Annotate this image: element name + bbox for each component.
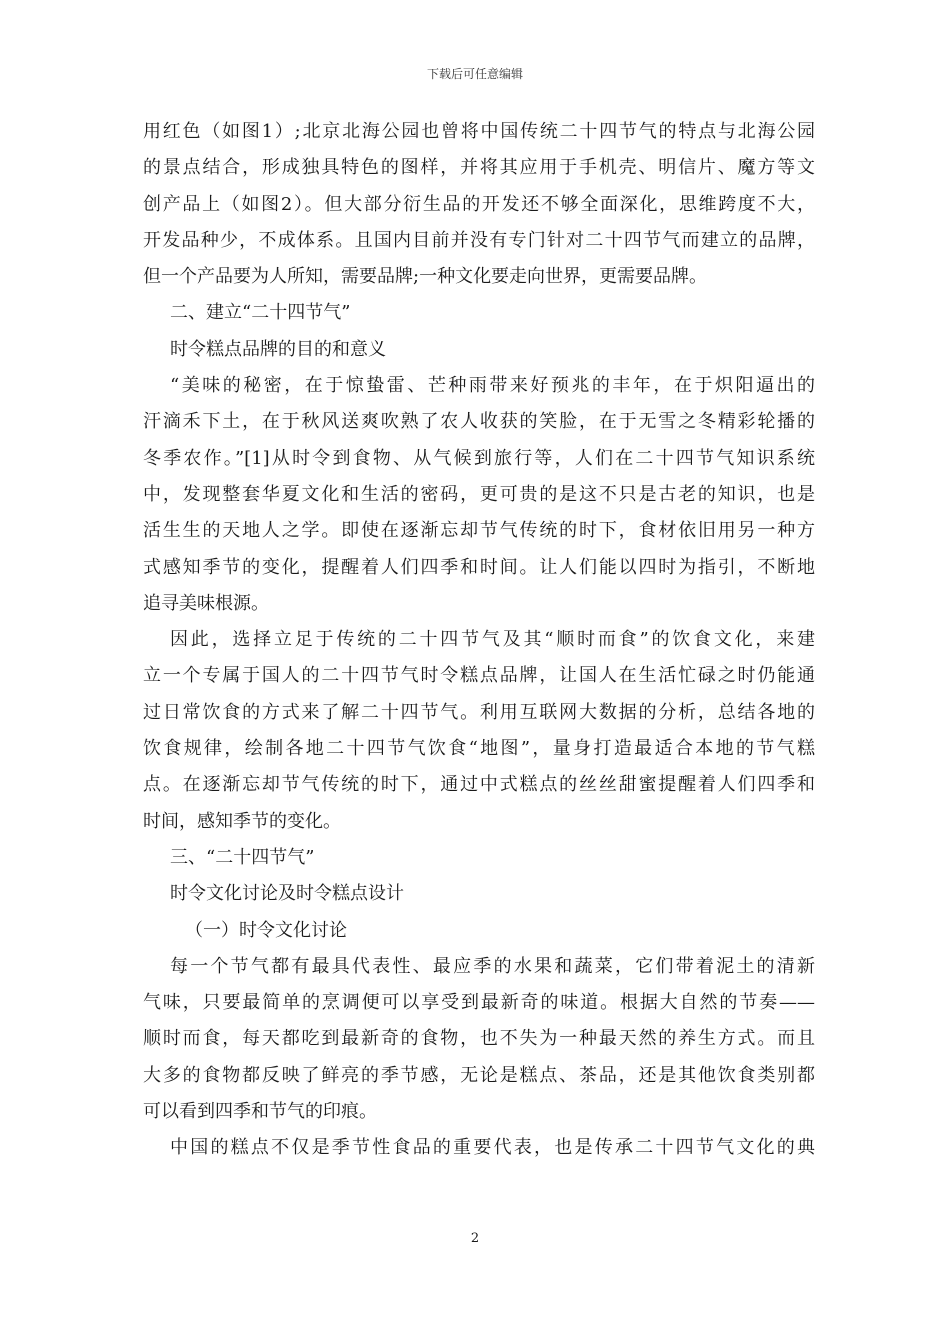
text-line: 大多的食物都反映了鲜亮的季节感，无论是糕点、茶品，还是其他饮食类别都	[143, 1064, 815, 1086]
text-line: 二、建立“二十四节气”	[170, 302, 351, 324]
text-line: 的景点结合，形成独具特色的图样，并将其应用于手机壳、明信片、魔方等文	[143, 157, 815, 179]
text-line: 活生生的天地人之学。即使在逐渐忘却节气传统的时下，食材依旧用另一种方	[143, 520, 815, 542]
page-header: 下载后可任意编辑	[426, 67, 523, 81]
text-line: “美味的秘密，在于惊蛰雷、芒种雨带来好预兆的丰年，在于炽阳逼出的	[170, 375, 815, 397]
text-line: 顺时而食，每天都吃到最新奇的食物，也不失为一种最天然的养生方式。而且	[143, 1028, 815, 1050]
text-line: 气味，只要最简单的烹调便可以享受到最新奇的味道。根据大自然的节奏——	[143, 992, 815, 1014]
text-line: （一）时令文化讨论	[185, 919, 347, 941]
text-line: 每一个节气都有最具代表性、最应季的水果和蔬菜，它们带着泥土的清新	[170, 955, 815, 977]
text-line: 汗滴禾下土，在于秋风送爽吹熟了农人收获的笑脸，在于无雪之冬精彩轮播的	[143, 411, 815, 433]
text-line: 追寻美味根源。	[143, 592, 269, 614]
text-line: 用红色（如图1）;北京北海公园也曾将中国传统二十四节气的特点与北海公园	[143, 121, 815, 142]
text-line: 冬季农作。”[1]从时令到食物、从气候到旅行等，人们在二十四节气知识系统	[143, 447, 815, 469]
text-line: 时间，感知季节的变化。	[143, 810, 341, 832]
text-line: 立一个专属于国人的二十四节气时令糕点品牌，让国人在生活忙碌之时仍能通	[143, 665, 815, 687]
text-line: 过日常饮食的方式来了解二十四节气。利用互联网大数据的分析，总结各地的	[143, 701, 815, 723]
text-line: 式感知季节的变化，提醒着人们四季和时间。让人们能以四时为指引，不断地	[143, 556, 815, 578]
document-body	[143, 114, 815, 1167]
text-line: 饮食规律，绘制各地二十四节气饮食“地图”，量身打造最适合本地的节气糕	[143, 738, 815, 760]
text-line: 三、“二十四节气”	[170, 846, 315, 868]
text-line: 创产品上（如图2）。但大部分衍生品的开发还不够全面深化，思维跨度不大，	[143, 193, 815, 215]
text-line: 中国的糕点不仅是季节性食品的重要代表，也是传承二十四节气文化的典	[170, 1137, 815, 1159]
text-line: 但一个产品要为人所知，需要品牌;一种文化要走向世界，更需要品牌。	[143, 266, 708, 288]
text-line: 时令糕点品牌的目的和意义	[170, 338, 386, 360]
text-line: 中，发现整套华夏文化和生活的密码，更可贵的是这不只是古老的知识，也是	[143, 483, 815, 505]
text-line: 时令文化讨论及时令糕点设计	[170, 883, 404, 905]
text-line: 因此，选择立足于传统的二十四节气及其“顺时而食”的饮食文化，来建	[170, 629, 815, 651]
text-line: 开发品种少，不成体系。且国内目前并没有专门针对二十四节气而建立的品牌，	[143, 229, 815, 251]
text-line: 可以看到四季和节气的印痕。	[143, 1101, 377, 1123]
text-line: 点。在逐渐忘却节气传统的时下，通过中式糕点的丝丝甜蜜提醒着人们四季和	[143, 774, 815, 796]
page-number: 2	[470, 1231, 480, 1246]
